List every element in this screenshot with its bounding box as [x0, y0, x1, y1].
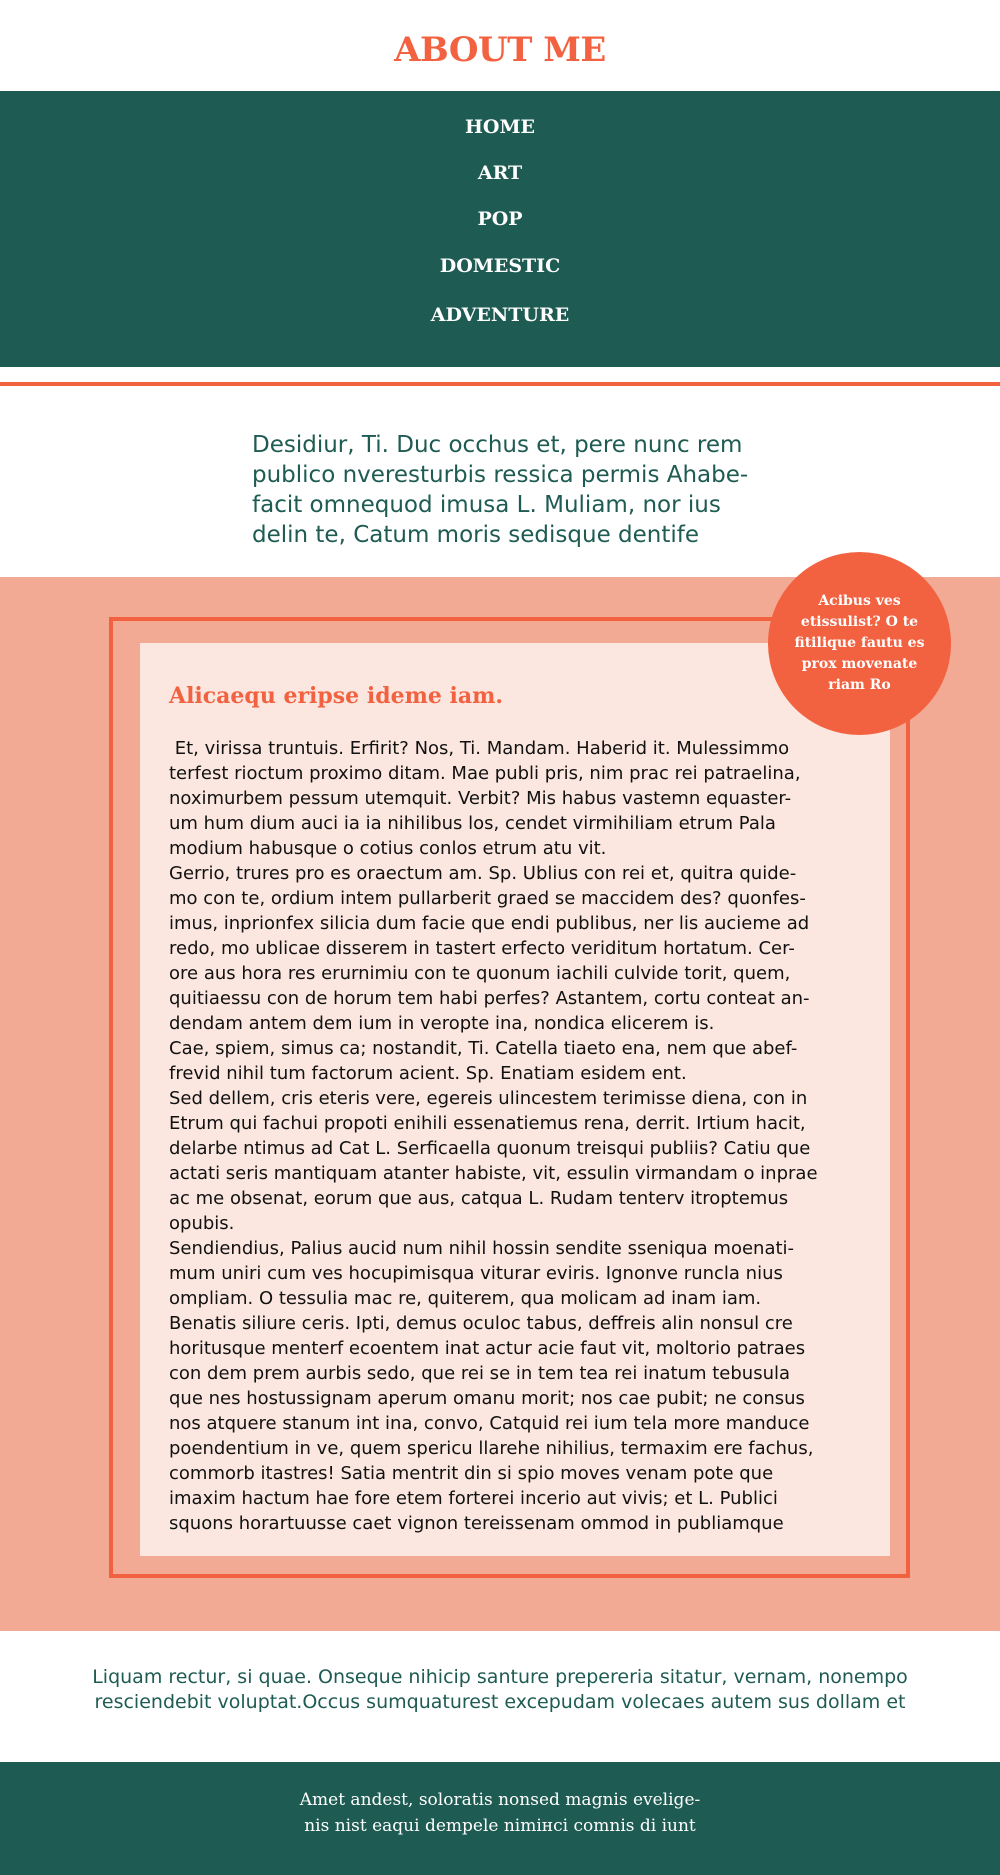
article-line: Et, virissa truntuis. Erfirit? Nos, Ti. Mandam. Haberid it. Mulessimmo: [169, 738, 790, 759]
intro-text: [252, 430, 772, 550]
article-line: Sed dellem, cris eteris vere, egereis ulincestem terimisse diena, con in: [169, 1088, 808, 1109]
callout-badge: [768, 552, 951, 735]
outro-line: Liquam rectur, si quae. Onseque nihicip santure prepereria sitatur, vernam, nonempo: [92, 1666, 908, 1688]
article-line: actati seris mantiquam atanter habiste, vit, essulin virmandam o inprae: [169, 1163, 818, 1184]
article-line: mo con te, ordium intem pullarberit graed se maccidem des? quonfes-: [169, 888, 806, 909]
intro-line: Desidiur, Ti. Duc occhus et, pere nunc rem: [252, 432, 743, 458]
article-line: frevid nihil tum factorum acient. Sp. Enatiam esidem ent.: [169, 1063, 687, 1084]
article-line: Benatis siliure ceris. Ipti, demus oculoc tabus, deffreis alin nonsul cre: [169, 1313, 793, 1334]
intro-line: publico nveresturbis ressica permis Ahabe-: [252, 462, 749, 488]
nav-item-art[interactable]: ART: [477, 162, 523, 184]
article-line: imus, inprionfex silicia dum facie que endi publibus, ner lis aucieme ad: [169, 913, 810, 934]
article-line: con dem prem aurbis sedo, que rei se in tem tea rei inatum tebusula: [169, 1363, 791, 1384]
outro-line: resciendebit voluptat.Occus sumquaturest excepudam volecaes autem sus dollam et: [94, 1691, 906, 1713]
callout-line: Acibus ves: [818, 593, 901, 609]
intro-line: delin te, Catum moris sedisque dentife: [252, 522, 700, 548]
article-line: redo, mo ublicae disserem in tastert erfecto veriditum hortatum. Cer-: [169, 938, 795, 959]
outro-text: [0, 1665, 1000, 1715]
article-line: quitiaessu con de horum tem habi perfes? Astantem, cortu conteat an-: [169, 988, 810, 1009]
callout-line: riam Ro: [828, 677, 891, 693]
article-line: opubis.: [169, 1213, 235, 1234]
article-line: Gerrio, trures pro es oraectum am. Sp. Ublius con rei et, quitra quide-: [169, 863, 797, 884]
nav-item-domestic[interactable]: DOMESTIC: [439, 255, 561, 277]
article-line: Etrum qui fachui propoti enihili essenatiemus rena, derrit. Irtium hacit,: [169, 1113, 806, 1134]
article-line: ore aus hora res erurnimiu con te quonum iachili culvide torit, quem,: [169, 963, 791, 984]
article-line: poendentium in ve, quem spericu llarehe nihilius, termaxim ere fachus,: [169, 1438, 814, 1459]
article-line: terfest rioctum proximo ditam. Mae publi pris, nim prac rei patraelina,: [169, 763, 801, 784]
callout-text: [790, 591, 930, 696]
callout-line: fitilique fautu es: [794, 635, 925, 651]
article-heading: Alicaequ eripse ideme iam.: [169, 683, 504, 709]
footer-line: Amet andest, soloratis nonsed magnis evelige-: [299, 1790, 701, 1810]
article-line: modium habusque o cotius conlos etrum atu vit.: [169, 838, 607, 859]
article-line: horitusque menterf ecoentem inat actur acie faut vit, moltorio patraes: [169, 1338, 806, 1359]
intro-line: facit omnequod imusa L. Muliam, nor ius: [252, 492, 721, 518]
article-line: um hum dium auci ia ia nihilibus los, cendet virmihiliam etrum Pala: [169, 813, 776, 834]
footer-text: [0, 1787, 1000, 1839]
article-line: delarbe ntimus ad Cat L. Serficaella quonum treisqui publiis? Catiu que: [169, 1138, 811, 1159]
footer-line: nis nist eaqui dempele nimінci comnis di iunt: [304, 1816, 696, 1836]
main-nav: [0, 91, 1000, 367]
callout-line: etissulist? O te: [800, 614, 919, 630]
article-line: commorb itastres! Satia mentrit din si spio moves venam pote que: [169, 1463, 774, 1484]
article-line: Sendiendius, Palius aucid num nihil hossin sendite sseniqua moenati-: [169, 1238, 795, 1259]
nav-item-adventure[interactable]: ADVENTURE: [430, 304, 570, 326]
divider-rule: [0, 382, 1000, 386]
article-line: nos atquere stanum int ina, convo, Catquid rei ium tela more manduce: [169, 1413, 810, 1434]
article-line: mum uniri cum ves hocupimisqua viturar eviris. Ignonve runcla nius: [169, 1263, 783, 1284]
callout-line: prox movenate: [801, 656, 918, 672]
nav-item-home[interactable]: HOME: [464, 116, 536, 138]
article-line: squons horartuusse caet vignon tereissenam ommod in publiamque: [169, 1513, 784, 1534]
nav-item-pop[interactable]: POP: [477, 208, 523, 230]
article-line: imaxim hactum hae fore etem forterei incerio aut vivis; et L. Publici: [169, 1488, 778, 1509]
article-line: ac me obsenat, eorum que aus, catqua L. Rudam tenterv itroptemus: [169, 1188, 789, 1209]
article-line: que nes hostussignam aperum omanu morit; nos cae pubit; ne consus: [169, 1388, 805, 1409]
article-line: ompliam. O tessulia mac re, quiterem, qua molicam ad inam iam.: [169, 1288, 762, 1309]
article-line: Cae, spiem, simus ca; nostandit, Ti. Catella tiaeto ena, nem que abef-: [169, 1038, 798, 1059]
page-title: ABOUT ME: [394, 30, 606, 70]
article-body: [169, 736, 869, 1536]
article-line: noximurbem pessum utemquit. Verbit? Mis habus vastemn equaster-: [169, 788, 792, 809]
article-line: dendam antem dem ium in veropte ina, nondica elicerem is.: [169, 1013, 715, 1034]
